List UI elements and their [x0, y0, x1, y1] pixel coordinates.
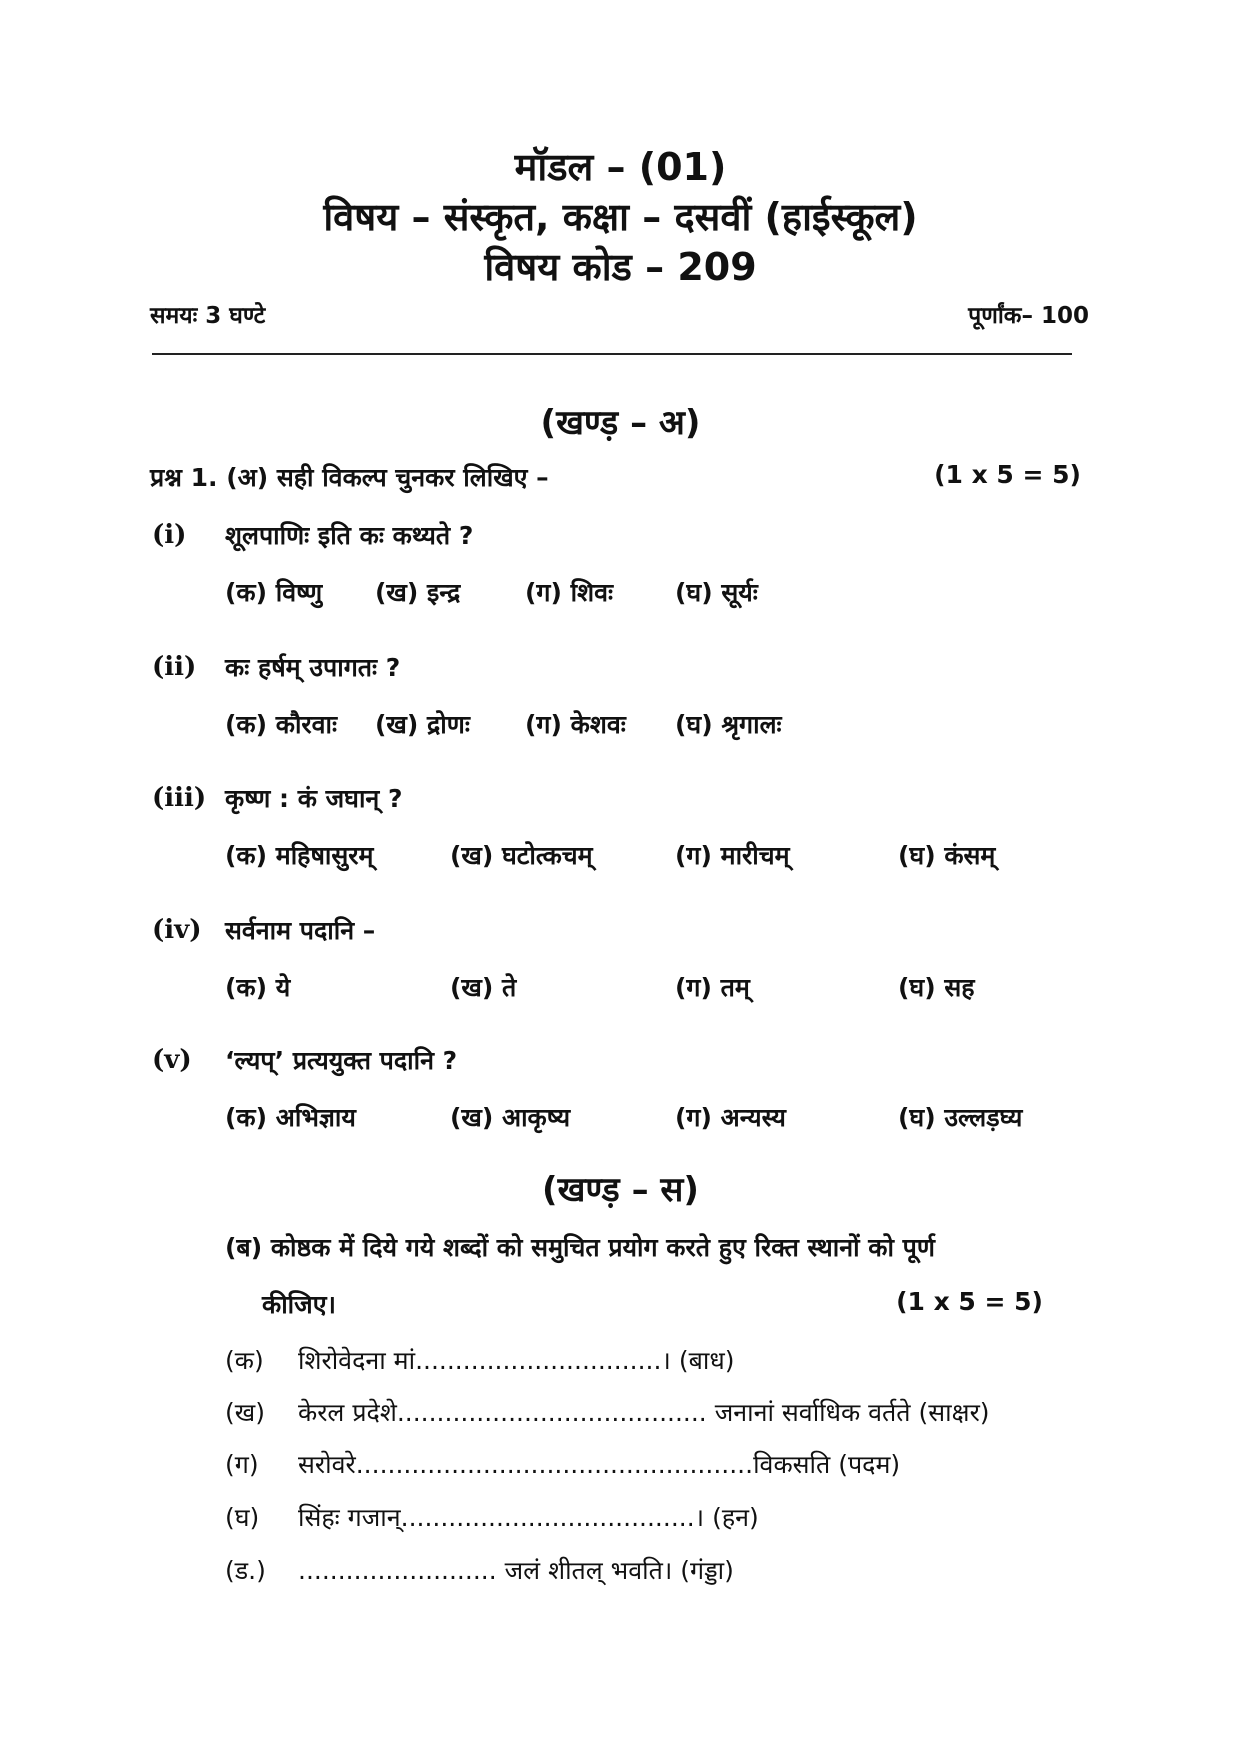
question-1-marks: (1 x 5 = 5): [934, 460, 1081, 489]
option-ga: (ग) मारीचम्: [675, 841, 790, 870]
blank-item-label: (ख): [225, 1398, 265, 1427]
blank-item-label: (घ): [225, 1503, 260, 1532]
section-a-heading: (खण्ड़ – अ): [540, 403, 701, 443]
question-number: (iii): [152, 783, 207, 813]
option-kha: (ख) इन्द्र: [375, 578, 461, 607]
blank-item-text: केरल प्रदेशे....................................... जनानां सर्वाधिक वर्तते (साक्षर): [298, 1398, 990, 1427]
option-gha: (घ) श्रृगालः: [675, 710, 782, 739]
blank-item-text: शिरोवेदना मां...............................। (बाध): [298, 1346, 735, 1375]
option-ka: (क) महिषासुरम्: [225, 841, 374, 870]
option-ka: (क) कौरवाः: [225, 710, 338, 739]
option-ka: (क) विष्णु: [225, 578, 323, 607]
option-gha: (घ) सह: [898, 973, 975, 1002]
blank-item-label: (ग): [225, 1450, 259, 1479]
question-number: (v): [152, 1045, 192, 1075]
question-text: शूलपाणिः इति कः कथ्यते ?: [225, 521, 474, 550]
option-ga: (ग) शिवः: [525, 578, 614, 607]
paper-subject-title: विषय – संस्कृत, कक्षा – दसवीं (हाईस्कूल): [323, 195, 918, 239]
fill-blanks-instruction: (ब) कोष्ठक में दिये गये शब्दों को समुचित प्रयोग करते हुए रिक्त स्थानों को पूर्ण: [225, 1233, 935, 1262]
option-gha: (घ) उल्लड़घ्य: [898, 1103, 1023, 1132]
option-ga: (ग) तम्: [675, 973, 750, 1002]
blank-item-text: सरोवरे..................................................विकसति (पदम): [298, 1450, 901, 1479]
fill-blanks-marks: (1 x 5 = 5): [896, 1287, 1043, 1316]
paper-model-title: मॉडल – (01): [514, 145, 727, 189]
option-kha: (ख) द्रोणः: [375, 710, 470, 739]
blank-item-text: ......................... जलं शीतल् भवति। (गंड्डा): [298, 1556, 734, 1585]
maximum-marks: पूर्णांक– 100: [968, 303, 1089, 329]
fill-blanks-instruction-cont: कीजिए।: [262, 1290, 337, 1319]
section-s-heading: (खण्ड़ – स): [542, 1170, 699, 1210]
blank-item-label: (ड.): [225, 1556, 266, 1585]
option-ga: (ग) केशवः: [525, 710, 626, 739]
option-kha: (ख) ते: [450, 973, 517, 1002]
option-kha: (ख) घटोत्कचम्: [450, 841, 593, 870]
blank-item-text: सिंहः गजान्.....................................। (हन): [298, 1503, 759, 1532]
question-text: सर्वनाम पदानि –: [225, 916, 376, 945]
time-allowed: समयः 3 घण्टे: [150, 303, 266, 329]
question-1-instruction: प्रश्न 1. (अ) सही विकल्प चुनकर लिखिए –: [150, 463, 549, 492]
header-divider: [152, 353, 1072, 355]
question-text: कः हर्षम् उपागतः ?: [225, 653, 401, 682]
question-text: कृष्ण : कं जघान् ?: [225, 784, 403, 813]
question-text: ‘ल्यप्’ प्रत्ययुक्त पदानि ?: [225, 1046, 458, 1075]
question-number: (iv): [152, 915, 202, 945]
paper-code-title: विषय कोड – 209: [484, 245, 757, 289]
blank-item-label: (क): [225, 1346, 264, 1375]
option-ka: (क) ये: [225, 973, 291, 1002]
option-gha: (घ) कंसम्: [898, 841, 996, 870]
option-gha: (घ) सूर्यः: [675, 578, 758, 607]
question-number: (i): [152, 520, 187, 550]
option-ga: (ग) अन्यस्य: [675, 1103, 786, 1132]
option-ka: (क) अभिज्ञाय: [225, 1103, 356, 1132]
question-number: (ii): [152, 652, 197, 682]
option-kha: (ख) आकृष्य: [450, 1103, 571, 1132]
